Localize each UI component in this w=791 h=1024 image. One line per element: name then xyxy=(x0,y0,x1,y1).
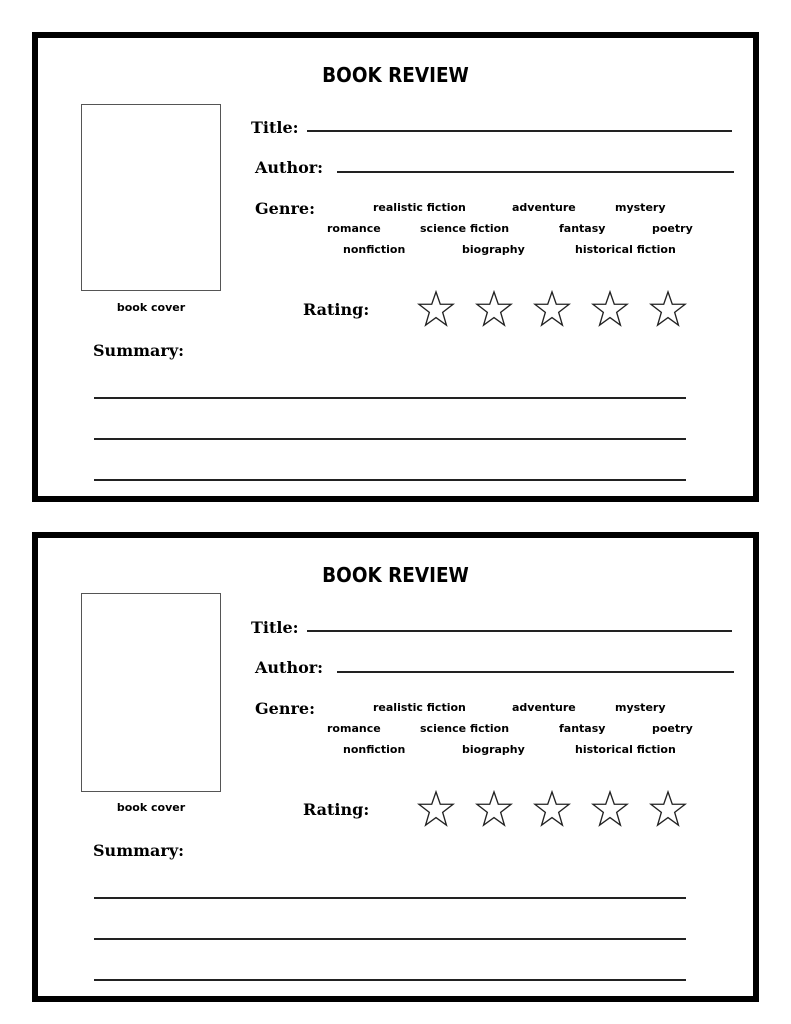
book-cover-box[interactable] xyxy=(81,593,221,792)
summary-line-3[interactable] xyxy=(94,979,686,981)
genre-option-realistic-fiction[interactable]: realistic fiction xyxy=(373,201,466,214)
star-outline-icon[interactable] xyxy=(417,290,455,328)
genre-option-historical-fiction[interactable]: historical fiction xyxy=(575,743,676,756)
star-outline-icon[interactable] xyxy=(649,290,687,328)
genre-option-poetry[interactable]: poetry xyxy=(652,722,693,735)
summary-line-2[interactable] xyxy=(94,438,686,440)
genre-option-fantasy[interactable]: fantasy xyxy=(559,222,606,235)
genre-option-biography[interactable]: biography xyxy=(462,743,525,756)
summary-line-1[interactable] xyxy=(94,397,686,399)
star-outline-icon[interactable] xyxy=(533,290,571,328)
summary-label: Summary: xyxy=(93,341,185,360)
title-label: Title: xyxy=(251,118,299,137)
genre-option-historical-fiction[interactable]: historical fiction xyxy=(575,243,676,256)
genre-option-mystery[interactable]: mystery xyxy=(615,701,666,714)
author-input-line[interactable] xyxy=(337,171,734,173)
card-heading: BOOK REVIEW xyxy=(322,563,469,587)
genre-option-adventure[interactable]: adventure xyxy=(512,701,576,714)
summary-line-3[interactable] xyxy=(94,479,686,481)
genre-option-poetry[interactable]: poetry xyxy=(652,222,693,235)
rating-label: Rating: xyxy=(303,300,370,319)
book-review-card-2 xyxy=(32,532,759,1002)
genre-option-fantasy[interactable]: fantasy xyxy=(559,722,606,735)
book-review-card-1 xyxy=(32,32,759,502)
book-cover-label: book cover xyxy=(116,301,186,314)
rating-label: Rating: xyxy=(303,800,370,819)
genre-label: Genre: xyxy=(255,699,315,718)
genre-option-biography[interactable]: biography xyxy=(462,243,525,256)
card-heading: BOOK REVIEW xyxy=(322,63,469,87)
genre-option-realistic-fiction[interactable]: realistic fiction xyxy=(373,701,466,714)
summary-line-2[interactable] xyxy=(94,938,686,940)
star-outline-icon[interactable] xyxy=(533,790,571,828)
genre-label: Genre: xyxy=(255,199,315,218)
author-input-line[interactable] xyxy=(337,671,734,673)
summary-line-1[interactable] xyxy=(94,897,686,899)
title-label: Title: xyxy=(251,618,299,637)
star-outline-icon[interactable] xyxy=(475,790,513,828)
genre-option-adventure[interactable]: adventure xyxy=(512,201,576,214)
star-outline-icon[interactable] xyxy=(417,790,455,828)
genre-option-science-fiction[interactable]: science fiction xyxy=(420,722,510,735)
author-label: Author: xyxy=(255,658,324,677)
genre-option-nonfiction[interactable]: nonfiction xyxy=(343,743,406,756)
title-input-line[interactable] xyxy=(307,630,732,632)
title-input-line[interactable] xyxy=(307,130,732,132)
summary-label: Summary: xyxy=(93,841,185,860)
star-outline-icon[interactable] xyxy=(649,790,687,828)
book-cover-label: book cover xyxy=(116,801,186,814)
book-cover-box[interactable] xyxy=(81,104,221,291)
star-outline-icon[interactable] xyxy=(591,290,629,328)
star-outline-icon[interactable] xyxy=(591,790,629,828)
author-label: Author: xyxy=(255,158,324,177)
genre-option-mystery[interactable]: mystery xyxy=(615,201,666,214)
genre-option-romance[interactable]: romance xyxy=(327,222,381,235)
genre-option-nonfiction[interactable]: nonfiction xyxy=(343,243,406,256)
genre-option-science-fiction[interactable]: science fiction xyxy=(420,222,510,235)
star-outline-icon[interactable] xyxy=(475,290,513,328)
genre-option-romance[interactable]: romance xyxy=(327,722,381,735)
